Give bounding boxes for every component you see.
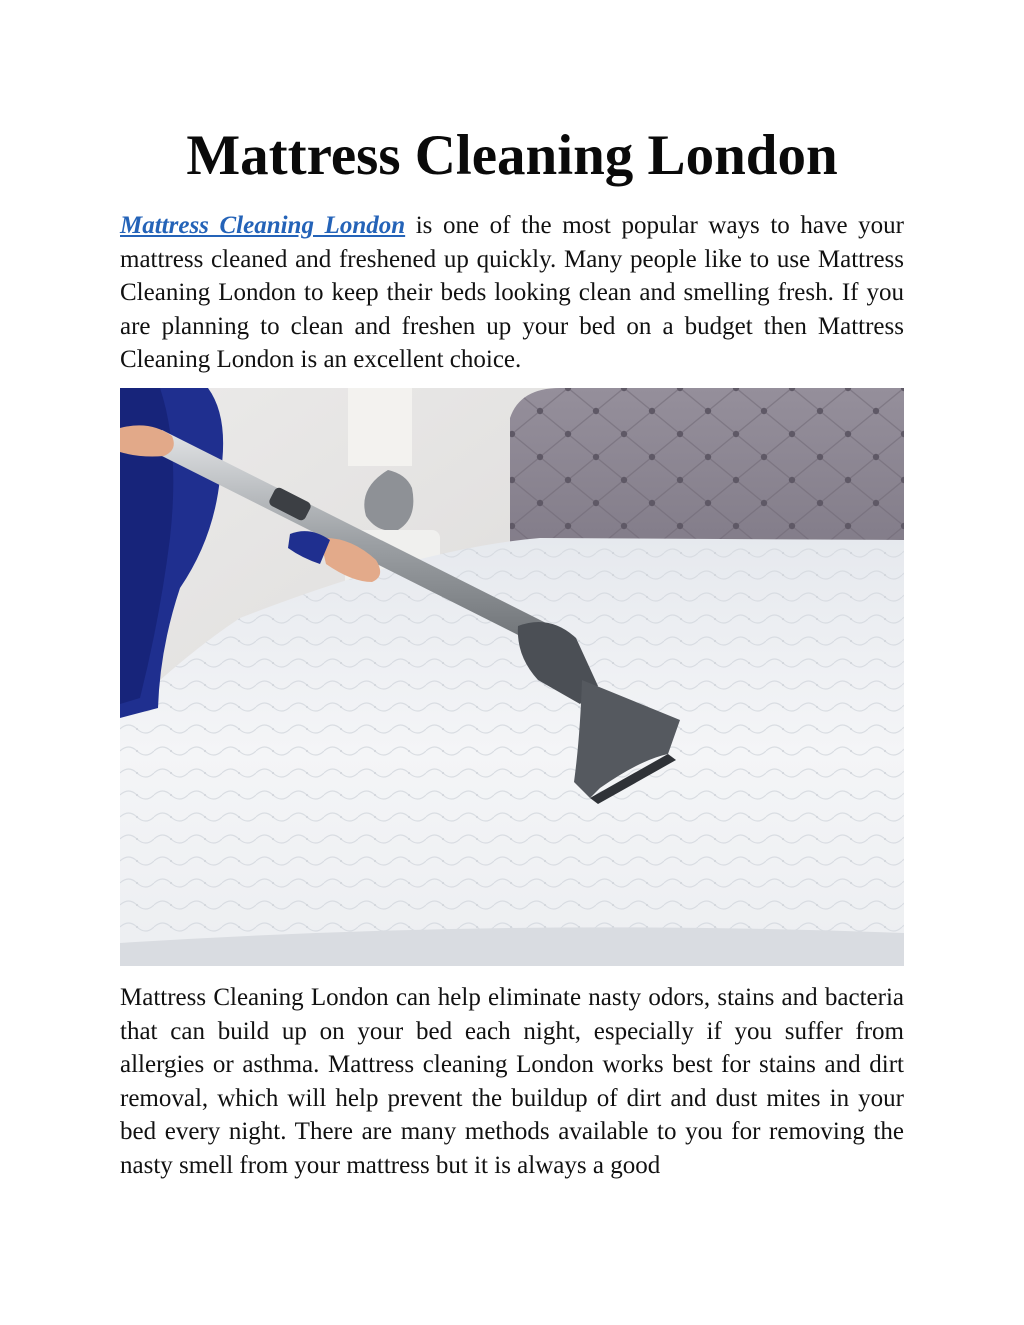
body-paragraph: Mattress Cleaning London can help eliminate nasty odors, stains and bacteria that can build up on your bed each night, especially if you suffer from allergies or asthma. Mattress cleaning London works best for stains and dirt removal, which will help prevent the buildup of dirt and dust mites in your bed every night. There are many methods available to you for removing the nasty smell from your mattress but it is always a good [120,984,904,1179]
lamp-shade [348,388,412,466]
intro-paragraph [120,209,904,377]
intro-text: is one of the most popular ways to have your mattress cleaned and freshened up quickly. Many people like to use Mattress Cleaning London to keep their beds looking clean and smelling fresh. If you are planning to clean and freshen up your bed on a budget then Mattress Cleaning London is an excellent choice. [120,212,905,373]
vacuum-mattress-illustration [120,388,904,966]
mattress-cleaning-photo [120,388,904,966]
page-title: Mattress Cleaning London [186,124,838,187]
mattress-cleaning-link[interactable]: Mattress Cleaning London [120,212,406,239]
